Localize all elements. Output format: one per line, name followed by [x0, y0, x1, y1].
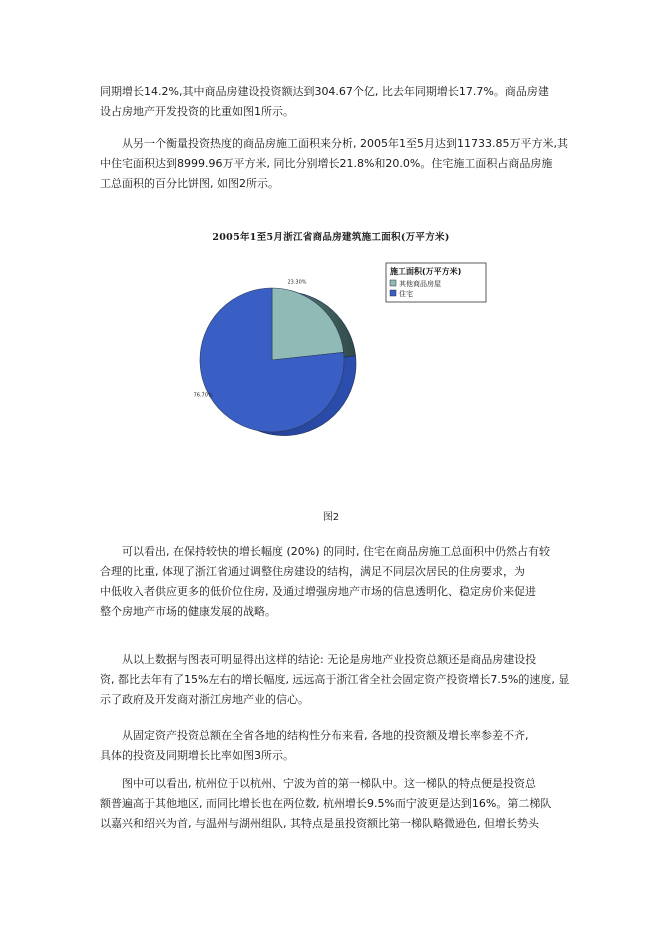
analysis-paragraph: [100, 542, 580, 622]
text-line: 资, 都比去年有了15%左右的增长幅度, 远远高于浙江省全社会固定资产投资增长7.5%的速度, 显: [100, 673, 570, 686]
conclusion-paragraph: [100, 650, 580, 710]
figure-caption: 图2: [322, 512, 340, 523]
text-line: 中低收入者供应更多的低价位住房, 及通过增强房地产市场的信息透明化、稳定房价来促进: [100, 585, 536, 598]
pie-data-label: 76.70%: [193, 392, 213, 399]
text-line: 工总面积的百分比饼图, 如图2所示。: [100, 177, 279, 190]
legend-label: 住宅: [399, 290, 413, 298]
text-line: 从另一个衡量投资热度的商品房施工面积来分析, 2005年1至5月达到11733.85万平方米,其: [122, 137, 568, 150]
text-line: 合理的比重, 体现了浙江省通过调整住房建设的结构，满足不同层次居民的住房要求，为: [100, 565, 525, 578]
text-line: 额普遍高于其他地区, 而同比增长也在两位数, 杭州增长9.5%而宁波更是达到16%。第二梯队: [100, 797, 552, 810]
text-line: 整个房地产市场的健康发展的战略。: [100, 605, 276, 618]
text-line: 从固定资产投资总额在全省各地的结构性分布来看, 各地的投资额及增长率参差不齐,: [122, 729, 529, 742]
tier-analysis-paragraph: [100, 774, 580, 834]
text-line: 从以上数据与图表可明显得出这样的结论: 无论是房地产业投资总额还是商品房建设投: [122, 653, 537, 666]
text-line: 设占房地产开发投资的比重如图1所示。: [100, 105, 294, 118]
legend-swatch: [390, 280, 396, 286]
legend-label: 其他商品房屋: [399, 280, 441, 288]
text-line: 以嘉兴和绍兴为首, 与温州与湖州组队, 其特点是虽投资额比第一梯队略微逊色, 但增长势头: [100, 817, 539, 830]
text-line: 示了政府及开发商对浙江房地产业的信心。: [100, 693, 309, 706]
text-line: 具体的投资及同期增长比率如图3所示。: [100, 749, 294, 762]
pie-group: [194, 280, 356, 436]
text-line: 同期增长14.2%,其中商品房建设投资额达到304.67个亿, 比去年同期增长17.7%。商品房建: [100, 85, 549, 98]
text-line: 图中可以看出, 杭州位于以杭州、宁波为首的第一梯队中。这一梯队的特点便是投资总: [122, 777, 536, 790]
pie-slice: [272, 288, 344, 360]
chart-title: 2005年1至5月浙江省商品房建筑施工面积(万平方米): [212, 232, 450, 243]
legend-title: 施工面积(万平方米): [390, 267, 462, 276]
legend-swatch: [390, 290, 396, 296]
chart-legend: [386, 263, 486, 302]
text-line: 中住宅面积达到8999.96万平方米, 同比分别增长21.8%和20.0%。住宅施工面积占商品房施: [100, 157, 553, 170]
text-line: 可以看出, 在保持较快的增长幅度 (20%) 的同时, 住宅在商品房施工总面积中仍然占有较: [122, 545, 551, 558]
distribution-paragraph: [100, 726, 580, 766]
pie-data-label: 23.30%: [287, 279, 307, 286]
